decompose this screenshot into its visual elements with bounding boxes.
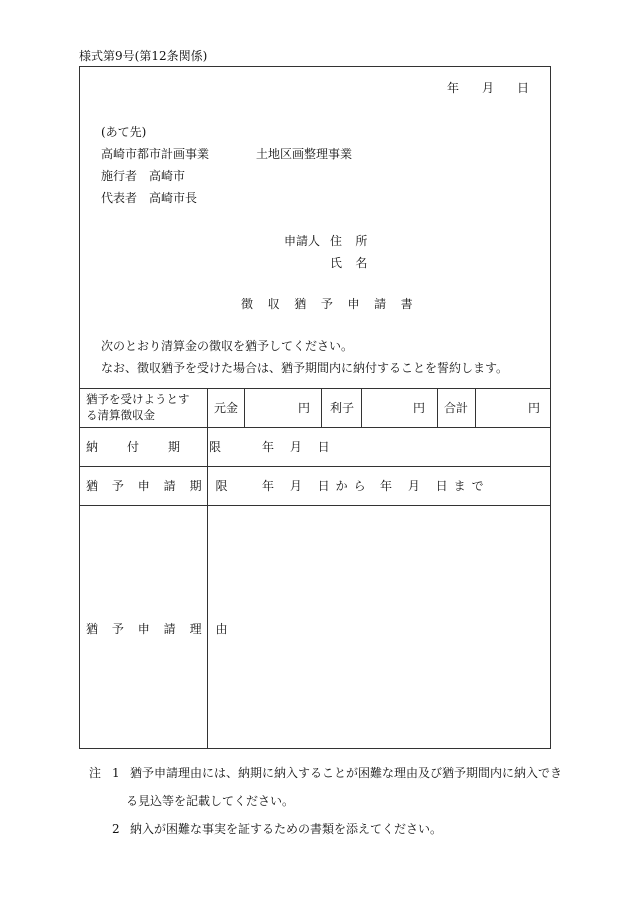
executor-label: 施行者 [101, 169, 138, 183]
document-title: 徴 収 猶 予 申 請 書 [241, 297, 419, 311]
addressee-project-type: 土地区画整理事業 [256, 147, 353, 161]
date-day: 日 [517, 81, 530, 95]
representative-name: 高崎市長 [149, 191, 198, 205]
note-2-number: 2 [112, 822, 120, 836]
row-divider-1 [79, 427, 551, 428]
note-1-number: 1 [112, 766, 120, 780]
date-month: 月 [482, 81, 495, 95]
deferral-period-from: 年 月 日から [262, 479, 372, 493]
interest-start-divider [321, 388, 322, 427]
principal-divider [244, 388, 245, 427]
notes-prefix: 注 [89, 766, 102, 780]
applicant-label: 申請人 [284, 234, 321, 248]
interest-label: 利子 [330, 401, 355, 415]
total-yen: 円 [528, 401, 541, 415]
addressee-project: 高崎市都市計画事業 [101, 147, 210, 161]
deferral-period-to: 年 月 日まで [380, 479, 490, 493]
executor-name: 高崎市 [149, 169, 186, 183]
row4-label: 猶 予 申 請 理 由 [86, 622, 233, 636]
interest-divider [361, 388, 362, 427]
table-top-border [79, 388, 551, 389]
row1-label-line-2: る清算徴収金 [86, 408, 155, 422]
applicant-address-label: 住 所 [330, 234, 373, 248]
principal-label: 元金 [214, 401, 239, 415]
note-2-text: 納入が困難な事実を証するための書類を添えてください。 [130, 822, 443, 836]
row3-label: 猶 予 申 請 期 限 [86, 479, 233, 493]
representative-label: 代表者 [101, 191, 138, 205]
body-line-1: 次のとおり清算金の徴収を猶予してください。 [101, 339, 354, 353]
principal-yen: 円 [298, 401, 311, 415]
row2-label: 納 付 期 限 [86, 440, 234, 454]
form-label: 様式第9号(第12条関係) [79, 49, 208, 63]
payment-deadline-value: 年 月 日 [262, 440, 336, 454]
interest-yen: 円 [413, 401, 426, 415]
row1-label-line-1: 猶予を受けようとす [86, 392, 190, 406]
row-divider-2 [79, 466, 551, 467]
applicant-name-label: 氏 名 [330, 256, 373, 270]
addressee-label: (あて先) [101, 125, 147, 139]
total-start-divider [437, 388, 438, 427]
date-year: 年 [447, 81, 460, 95]
note-1-line-1: 猶予申請理由には、納期に納入することが困難な理由及び猶予期間内に納入でき [130, 766, 563, 780]
body-line-2: なお、徴収猶予を受けた場合は、猶予期間内に納付することを誓約します。 [101, 361, 509, 375]
note-1-line-2: る見込等を記載してください。 [126, 794, 295, 808]
total-label: 合計 [444, 401, 469, 415]
total-divider [475, 388, 476, 427]
deferral-reason-area[interactable] [208, 506, 550, 748]
